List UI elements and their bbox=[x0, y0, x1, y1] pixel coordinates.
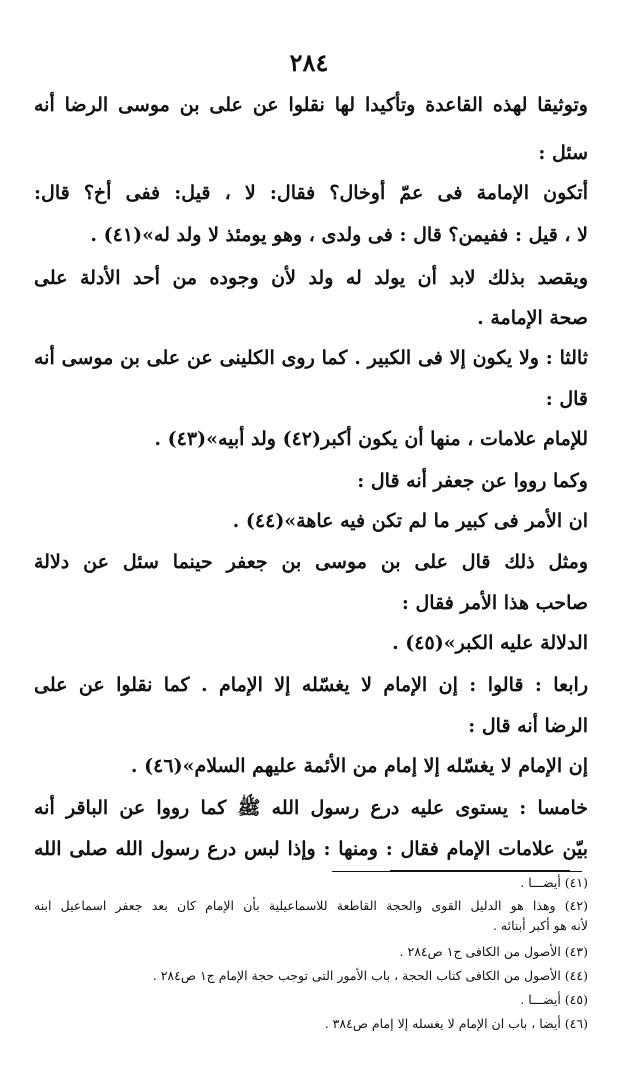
text-line-4: لا ، قيل : ففيمن؟ قال : فى ولدى ، وهو يومئذ لا ولد له»(٤١) . bbox=[90, 224, 588, 246]
footnote-separator bbox=[332, 871, 582, 872]
text-line-8: قال : bbox=[545, 388, 588, 410]
footnote-42: (٤٢) وهذا هو الدليل القوى والحجة القاطعة للاسماعيلية بأن الإمام كان بعد جعفر اسماعيل ابنه bbox=[34, 898, 588, 913]
footnote-45: (٤٥) أيضـــا . bbox=[520, 992, 588, 1007]
text-line-3: أتكون الإمامة فى عمّ أوخال؟ فقال: لا ، قيل: ففى أخ؟ قال: bbox=[34, 182, 588, 204]
text-line-2: سئل : bbox=[538, 142, 588, 164]
text-line-9: للإمام علامات ، منها أن يكون أكبر(٤٢) ولد أبيه»(٤٣) . bbox=[154, 428, 588, 450]
text-line-6: صحة الإمامة . bbox=[477, 307, 588, 329]
page-number: ٢٨٤ bbox=[289, 48, 329, 77]
text-line-12: ومثل ذلك قال على بن موسى بن جعفر حينما سئل عن دلالة bbox=[34, 551, 588, 573]
text-line-1: وتوثيقا لهذه القاعدة وتأكيدا لها نقلوا عن على بن موسى الرضا أنه bbox=[34, 94, 588, 116]
footnote-42-cont: لأنه هو أكبر أبنائه . bbox=[492, 918, 588, 933]
text-line-11: ان الأمر فى كبير ما لم تكن فيه عاهة»(٤٤) . bbox=[232, 510, 588, 532]
footnote-41: (٤١) أيضـــا . bbox=[520, 875, 588, 890]
text-line-13: صاحب هذا الأمر فقال : bbox=[401, 592, 588, 614]
text-line-7: ثالثا : ولا يكون إلا فى الكبير . كما روى الكلينى عن على بن موسى أنه bbox=[34, 347, 588, 369]
footnote-43: (٤٣) الأصول من الكافى ج١ ص٢٨٤ . bbox=[399, 944, 588, 959]
footnote-46: (٤٦) أيضا ، باب ان الإمام لا يغسله إلا إمام ص٣٨٤ . bbox=[324, 1016, 588, 1031]
text-line-15: رابعا : قالوا : إن الإمام لا يغسّله إلا الإمام . كما نقلوا عن على bbox=[34, 674, 588, 696]
text-line-18: خامسا : يستوى عليه درع رسول الله ﷺ كما رووا عن الباقر أنه bbox=[34, 797, 588, 819]
text-line-19: بيّن علامات الإمام فقال : ومنها : وإذا لبس درع رسول الله صلى الله bbox=[34, 838, 588, 860]
text-line-5: ويقصد بذلك لابد أن يولد له ولد لأن وجوده من أحد الأدلة على bbox=[34, 267, 588, 289]
footnote-44: (٤٤) الأصول من الكافى كتاب الحجة ، باب الأمور التى توجب حجة الإمام ج١ ص٢٨٤ . bbox=[152, 968, 588, 983]
text-line-10: وكما رووا عن جعفر أنه قال : bbox=[357, 470, 588, 492]
text-line-14: الدلالة عليه الكبر»(٤٥) . bbox=[392, 632, 588, 654]
text-line-16: الرضا أنه قال : bbox=[468, 715, 588, 737]
text-line-17: إن الإمام لا يغسّله إلا إمام من الأئمة عليهم السلام»(٤٦) . bbox=[130, 755, 588, 777]
